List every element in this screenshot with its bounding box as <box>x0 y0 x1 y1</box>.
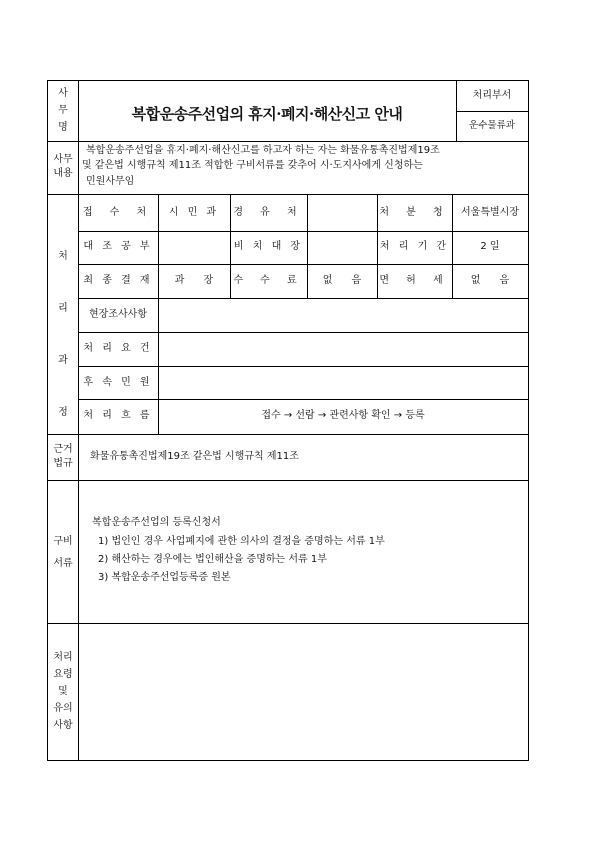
legal-label: 근거 법규 <box>53 444 73 469</box>
docs-label: 구비 서류 <box>53 536 73 569</box>
divider <box>456 81 457 141</box>
fee-value: 없 음 <box>322 275 362 286</box>
disposal-authority-value: 서울특별시장 <box>461 207 519 218</box>
divider <box>78 298 528 299</box>
divider <box>48 141 528 142</box>
ledger-label: 비 치 대 장 <box>233 241 304 252</box>
divider <box>158 194 159 434</box>
divider <box>456 111 528 112</box>
site-survey-label: 현장조사사항 <box>89 309 147 320</box>
final-approval-value: 과 장 <box>174 275 214 286</box>
license-tax-value: 없 음 <box>470 275 510 286</box>
requirements-label: 처 리 요 건 <box>83 343 153 354</box>
notes-label: 처리 요령 및 유의 사항 <box>53 652 73 731</box>
docs-item: 1) 법인인 경우 사업폐지에 관한 의사의 결정을 증명하는 서류 1부 <box>98 536 385 547</box>
process-flow-value: 접수 → 선람 → 관련사항 확인 → 등록 <box>261 410 425 421</box>
divider <box>78 231 528 232</box>
legal-basis-text: 화물유통촉진법제19조 같은법 시행규칙 제11조 <box>90 451 299 462</box>
divider <box>78 332 528 333</box>
dept-label: 처리부서 <box>472 90 512 101</box>
follow-up-label: 후 속 민 원 <box>83 377 153 388</box>
fee-label: 수 수 료 <box>233 275 304 286</box>
header-left-label: 사 무 명 <box>58 88 68 133</box>
license-tax-label: 면 허 세 <box>379 275 450 286</box>
receiving-office-value: 시 민 과 <box>168 207 220 218</box>
final-approval-label: 최 종 결 재 <box>83 275 153 286</box>
divider <box>48 480 528 481</box>
divider <box>48 434 528 435</box>
disposal-authority-label: 처 분 청 <box>379 207 450 218</box>
content-label: 사무 내용 <box>53 154 73 179</box>
docs-item: 3) 복합운송주선업등록증 원본 <box>98 572 231 583</box>
dept-value: 운수물류과 <box>469 120 515 131</box>
page-title: 복합운송주선업의 휴지·폐지·해산신고 안내 <box>131 105 403 123</box>
content-line: 민원사무임 <box>86 176 135 187</box>
divider <box>48 194 528 195</box>
docs-heading: 복합운송주선업의 등록신청서 <box>92 517 221 528</box>
reference-register-label: 대 조 공 부 <box>83 241 153 252</box>
receiving-office-label: 접 수 처 <box>82 207 154 218</box>
processing-period-value: 2 일 <box>480 241 500 252</box>
process-flow-label: 처 리 흐 름 <box>83 410 153 421</box>
divider <box>78 366 528 367</box>
via-office-label: 경 유 처 <box>233 207 304 218</box>
content-line: 복합운송주선업을 휴지·폐지·해산신고를 하고자 하는 자는 화물유통촉진법제19조 <box>86 145 440 156</box>
divider <box>78 399 528 400</box>
process-label: 처 리 과 정 <box>58 251 68 418</box>
processing-period-label: 처 리 기 간 <box>379 241 450 252</box>
divider <box>48 623 528 624</box>
guide-form <box>47 80 529 761</box>
content-line: 및 같은법 시행규칙 제11조 적합한 구비서류를 갖추어 시·도지사에게 신청하는 <box>82 160 423 171</box>
divider <box>78 264 528 265</box>
docs-item: 2) 해산하는 경우에는 법인해산을 증명하는 서류 1부 <box>98 554 327 565</box>
